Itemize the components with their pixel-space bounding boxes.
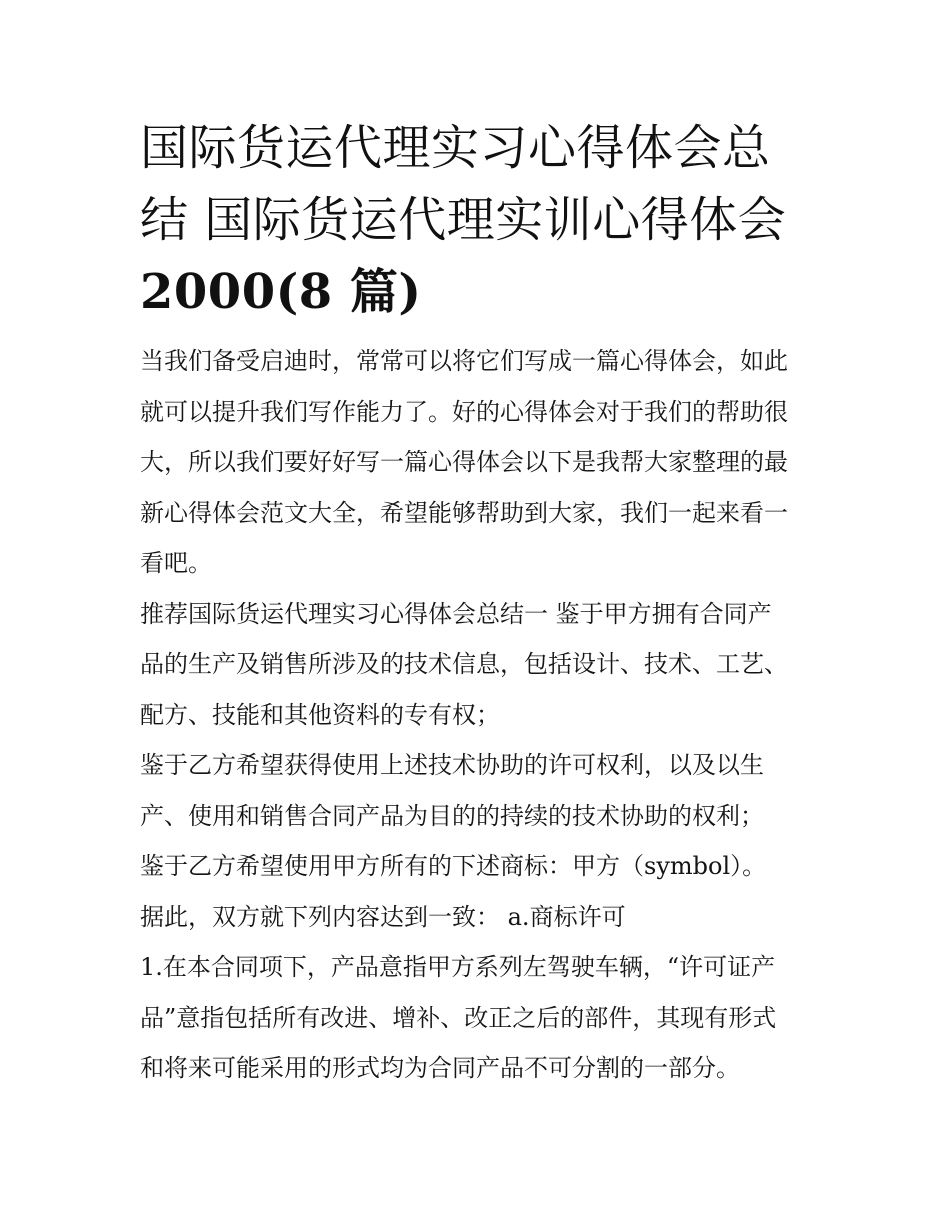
clause-paragraph: [140, 942, 820, 1094]
text-line: 产、使用和销售合同产品为目的的持续的技术协助的权利；: [140, 801, 764, 830]
title-line: 2000(8 篇): [140, 264, 422, 320]
clause-paragraph: [140, 589, 820, 741]
text-line: 品的生产及销售所涉及的技术信息，包括设计、技术、工艺、: [140, 650, 788, 678]
intro-paragraph: [140, 336, 820, 589]
text-line: 就可以提升我们写作能力了。好的心得体会对于我们的帮助很: [140, 397, 788, 426]
text-line: 大，所以我们要好好写一篇心得体会以下是我帮大家整理的最: [140, 448, 788, 476]
clause-paragraph: [140, 740, 820, 841]
text-line: 看吧。: [140, 549, 212, 577]
text-line: 1.在本合同项下，产品意指甲方系列左驾驶车辆，“许可证产: [140, 953, 776, 981]
clause-paragraph: [140, 892, 820, 943]
text-line: 新心得体会范文大全，希望能够帮助到大家，我们一起来看一: [140, 498, 788, 527]
text-line: 推荐国际货运代理实习心得体会总结一 鉴于甲方拥有合同产: [140, 599, 772, 628]
text-line: 和将来可能采用的形式均为合同产品不可分割的一部分。: [140, 1054, 740, 1082]
text-line: 配方、技能和其他资料的专有权；: [140, 700, 500, 729]
clause-paragraph: [140, 841, 820, 892]
title-line: 结 国际货运代理实训心得体会: [140, 192, 787, 248]
text-line: 鉴于乙方希望使用甲方所有的下述商标：甲方（symbol）。: [140, 852, 767, 880]
text-line: 据此，双方就下列内容达到一致： a.商标许可: [140, 902, 626, 931]
text-line: 品”意指包括所有改进、增补、改正之后的部件，其现有形式: [140, 1003, 777, 1032]
text-line: 当我们备受启迪时，常常可以将它们写成一篇心得体会，如此: [140, 347, 788, 375]
document-title: [140, 112, 820, 328]
title-line: 国际货运代理实习心得体会总: [140, 120, 771, 176]
text-line: 鉴于乙方希望获得使用上述技术协助的许可权利，以及以生: [140, 751, 764, 779]
document-body: [140, 336, 820, 1094]
document-page: [140, 112, 820, 1094]
